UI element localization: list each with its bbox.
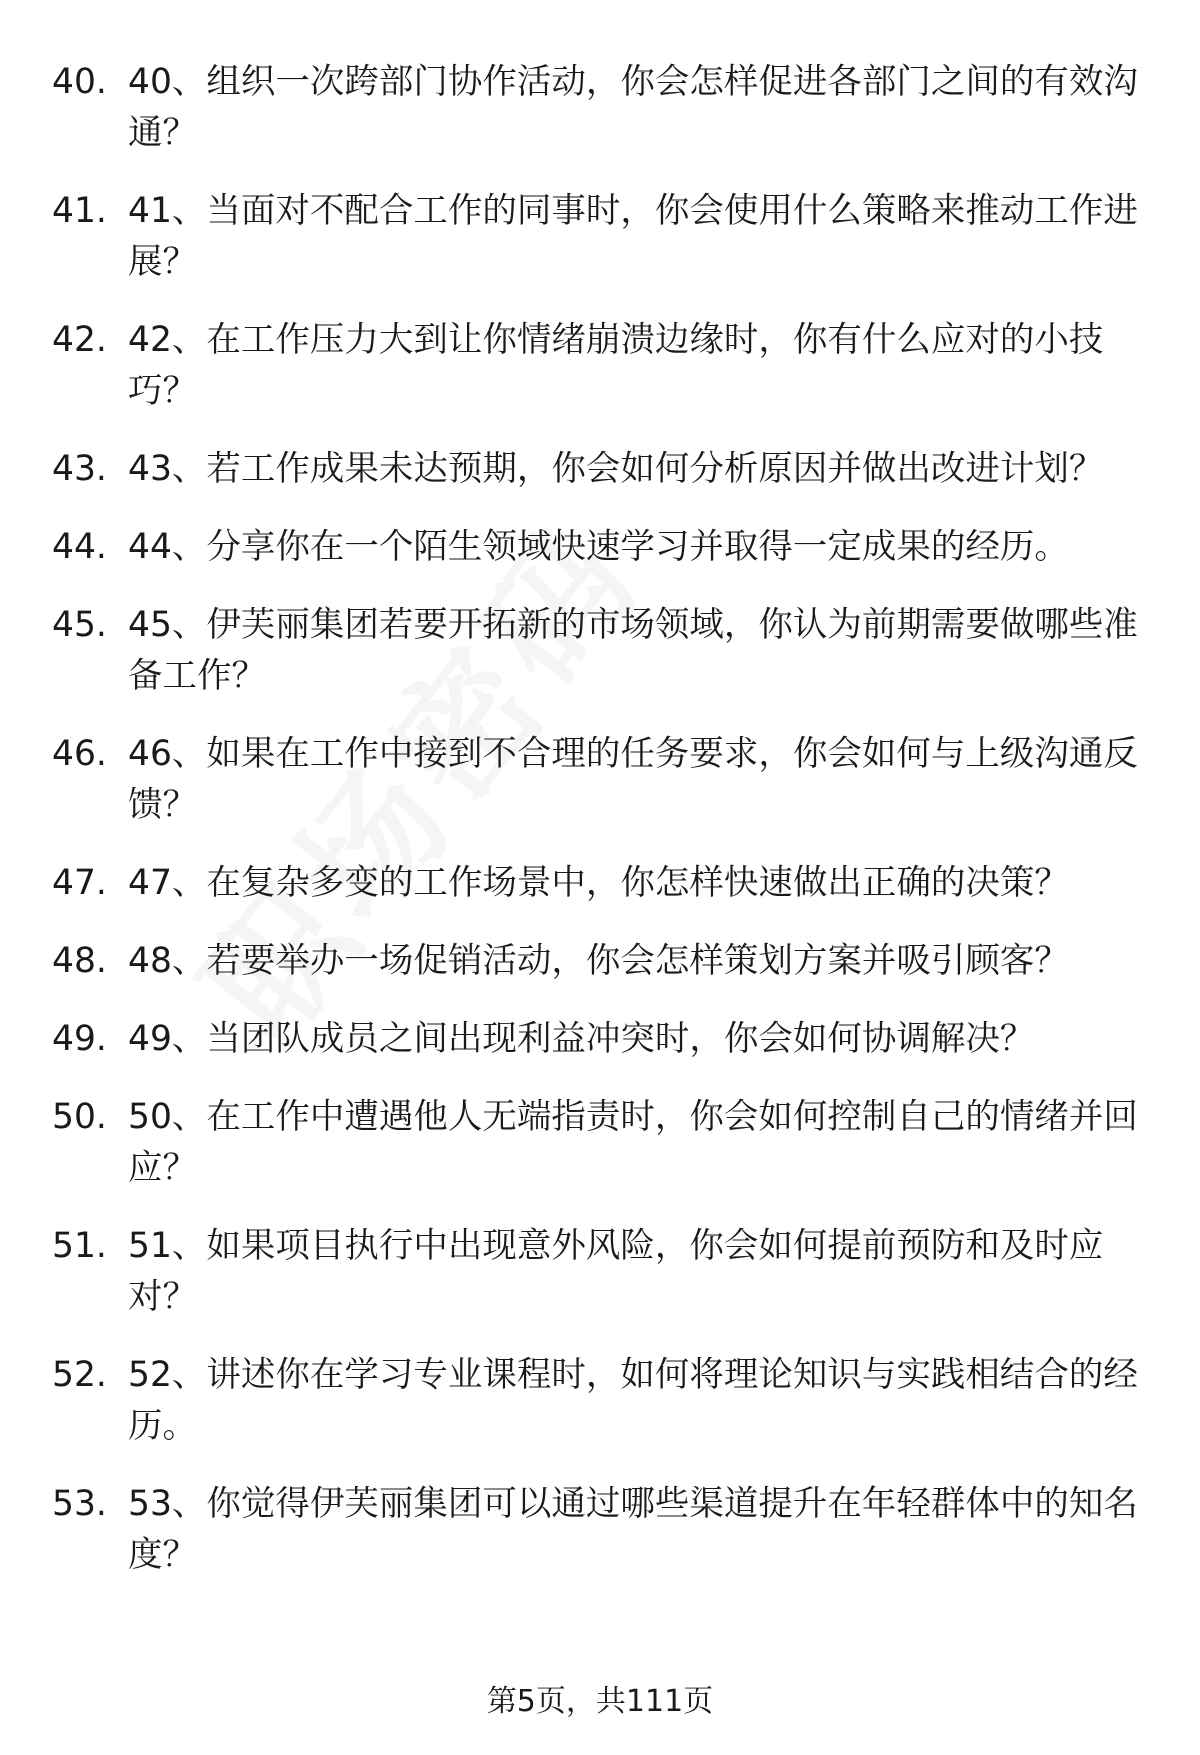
item-number: 48. [52,941,107,981]
item-number: 53. [52,1484,107,1524]
item-number: 44. [52,527,107,567]
list-item [52,858,1152,909]
list-item [52,600,1152,702]
item-text: 46、如果在工作中接到不合理的任务要求，你会如何与上级沟通反馈？ [128,734,1138,825]
item-number: 41. [52,191,107,231]
item-text: 42、在工作压力大到让你情绪崩溃边缘时，你有什么应对的小技巧？ [128,320,1104,411]
list-item [52,729,1152,831]
item-number: 43. [52,449,107,489]
item-number: 40. [52,62,107,102]
item-text: 40、组织一次跨部门协作活动，你会怎样促进各部门之间的有效沟通？ [128,62,1138,153]
item-text: 51、如果项目执行中出现意外风险，你会如何提前预防和及时应对？ [128,1226,1104,1317]
item-text: 50、在工作中遭遇他人无端指责时，你会如何控制自己的情绪并回应？ [128,1097,1138,1188]
page-footer: 第5页，共111页 [486,1684,714,1719]
list-item [52,1479,1152,1581]
list-item [52,936,1152,987]
item-number: 50. [52,1097,107,1137]
item-number: 46. [52,734,107,774]
item-text: 45、伊芙丽集团若要开拓新的市场领域，你认为前期需要做哪些准备工作？ [128,605,1138,696]
item-number: 47. [52,863,107,903]
item-text: 44、分享你在一个陌生领域快速学习并取得一定成果的经历。 [128,527,1069,567]
item-number: 51. [52,1226,107,1266]
item-text: 53、你觉得伊芙丽集团可以通过哪些渠道提升在年轻群体中的知名度？ [128,1484,1138,1575]
list-item [52,186,1152,288]
list-item [52,1092,1152,1194]
item-text: 48、若要举办一场促销活动，你会怎样策划方案并吸引顾客？ [128,941,1069,981]
list-item [52,315,1152,417]
item-number: 49. [52,1019,107,1059]
item-text: 47、在复杂多变的工作场景中，你怎样快速做出正确的决策？ [128,863,1069,903]
list-item [52,1014,1152,1065]
item-text: 41、当面对不配合工作的同事时，你会使用什么策略来推动工作进展？ [128,191,1138,282]
list-item [52,522,1152,573]
item-text: 43、若工作成果未达预期，你会如何分析原因并做出改进计划？ [128,449,1104,489]
item-number: 42. [52,320,107,360]
list-item [52,1350,1152,1452]
list-item [52,444,1152,495]
list-item [52,1221,1152,1323]
item-text: 49、当团队成员之间出现利益冲突时，你会如何协调解决？ [128,1019,1035,1059]
list-item [52,57,1152,159]
item-number: 45. [52,605,107,645]
question-list [52,57,1152,1608]
item-text: 52、讲述你在学习专业课程时，如何将理论知识与实践相结合的经历。 [128,1355,1138,1446]
item-number: 52. [52,1355,107,1395]
